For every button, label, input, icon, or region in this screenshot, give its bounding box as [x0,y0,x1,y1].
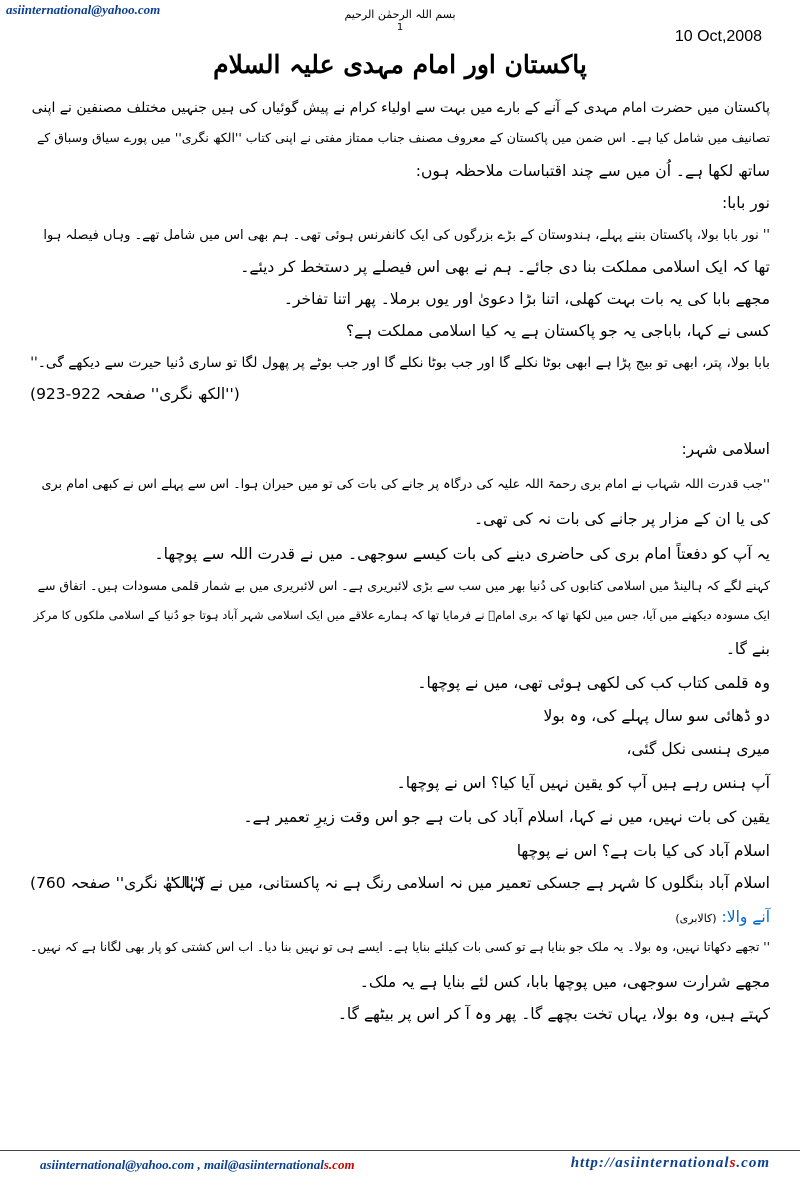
section-line: کہتے ہیں، وہ بولا، یہاں تخت بچھے گا۔ پھر وہ آ کر اس پر بیٹھے گا۔ [337,1005,770,1023]
section-line: کی یا ان کے مزار پر جانے کی بات نہ کی تھی۔ [474,510,770,528]
section-line: تھا کہ ایک اسلامی مملکت بنا دی جائے۔ ہم نے بھی اس فیصلے پر دستخط کر دیئے۔ [240,258,770,276]
section-heading-islamic-city: اسلامی شہر: [681,440,770,458]
section-line: ایک مسودہ دیکھنے میں آیا، جس میں لکھا تھا کہ بری امامؒ نے فرمایا تھا کہ ہمارے علاقے میں ایک اسلامی شہر آباد ہوتا جو دُنیا کے اسلامی ملکوں کا مرکز [33,608,770,622]
section-line: ''جب قدرت اللہ شہاب نے امام بری رحمۃ اللہ علیہ کی درگاہ پر جانے کی بات کی تو میں حیران ہوا۔ اس سے پہلے اس نے کبھی امام بری [41,477,770,492]
section-line: یقین کی بات نہیں، میں نے کہا، اسلام آباد کی بات ہے جو اس وقت زیرِ تعمیر ہے۔ [243,808,770,826]
page-title: پاکستان اور امام مہدی علیہ السلام [213,50,587,79]
footer-url-text: s [729,1155,737,1171]
footer-email-text: l [320,1157,324,1172]
section-line: مجھے بابا کی یہ بات بہت کھلی، اتنا بڑا دعویٰ اور یوں برملا۔ پھر اتنا تفاخر۔ [283,290,770,308]
section-heading-note: (کالابری) [675,912,717,925]
section-line: بنے گا۔ [725,640,770,658]
section-line: وہ قلمی کتاب کب کی لکھی ہوئی تھی، میں نے پوچھا۔ [417,674,770,692]
section-heading-the-one-to-come [675,908,770,926]
section-heading-noor-baba: نور بابا: [721,194,770,212]
section-line: یہ آپ کو دفعتاً امام بری کی حاضری دینے کی بات کیسے سوجھی۔ میں نے قدرت اللہ سے پوچھا۔ [154,545,770,563]
citation: (''الکھ نگری'' صفحہ 760) [30,874,205,892]
footer-email-text: s.com [323,1157,355,1172]
section-line: دو ڈھائی سو سال پہلے کی، وہ بولا [543,707,770,725]
intro-line: ساتھ لکھا ہے۔ اُن میں سے چند اقتباسات ملاحظہ ہوں: [415,162,770,180]
footer-website-link[interactable] [571,1155,770,1172]
section-line: میری ہنسی نکل گئی، [626,740,770,758]
section-heading-label: آنے والا: [721,908,770,926]
bismillah: بسم اللہ الرحمٰن الرحیم [344,8,456,21]
header-email: asiinternational@yahoo.com [6,2,161,17]
footer-url-text: http://asiinternationa [570,1155,725,1171]
section-line: آپ ہنس رہے ہیں آپ کو یقین نہیں آیا کیا؟ اس نے پوچھا۔ [396,774,770,792]
section-line: بابا بولا، پتر، ابھی تو بیج پڑا ہے ابھی بوٹا نکلے گا اور جب بوٹا نکلے گا اور جب بوٹے پر پھول لگا تو ساری دُنیا حیرت سے دیکھے گی۔'' [30,355,770,371]
footer-url-text: .com [736,1155,770,1171]
footer-email-text: asiinternational@yahoo.com , mail@asiinternationa [40,1157,321,1172]
section-line: اسلام آباد کی کیا بات ہے؟ اس نے پوچھا [516,842,770,860]
document-date: 10 Oct,2008 [674,28,762,45]
citation: (''الکھ نگری'' صفحہ 922-923) [30,385,240,403]
section-line: کسی نے کہا، باباجی یہ جو پاکستان ہے یہ کیا اسلامی مملکت ہے؟ [345,322,770,340]
section-line: '' تجھے دکھاتا نہیں، وہ بولا۔ یہ ملک جو بنایا ہے تو کسی بات کیلئے بنایا ہے۔ ایسے ہی تو نہیں بنا دیا۔ اب اس کشتی کو پار بھی لگانا ہے کہ نہیں۔ [30,940,770,954]
section-line: '' نور بابا بولا، پاکستان بننے پہلے، ہندوستان کے بڑے بزرگوں کی ایک کانفرنس ہوئی تھی۔ ہم بھی اس میں شامل تھے۔ وہاں فیصلہ ہوا [43,228,770,243]
intro-line: تصانیف میں شامل کیا ہے۔ اس ضمن میں پاکستان کے معروف مصنف جناب ممتاز مفتی نے اپنی کتاب ''الکھ نگری'' میں پورے سیاق وسباق کے [36,130,770,145]
footer-divider [0,1150,800,1151]
footer-emails[interactable] [40,1157,355,1173]
page-number: 1 [396,22,404,33]
intro-line: پاکستان میں حضرت امام مہدی کے آنے کے بارے میں بہت سے اولیاء کرام نے پیش گوئیاں کی ہیں جنہیں مختلف مصنفین نے اپنی [31,100,770,116]
footer-url-text: l [724,1155,730,1171]
section-line: اسلام آباد بنگلوں کا شہر ہے جسکی تعمیر میں نہ اسلامی رنگ ہے نہ پاکستانی، میں نے کہا۔'' [166,874,770,892]
section-line: کہنے لگے کہ ہالینڈ میں اسلامی کتابوں کی دُنیا بھر میں سب سے بڑی لائبریری ہے۔ اس لائبریری میں بے شمار قلمی مسودات ہیں۔ اتفاق سے [37,578,770,593]
section-line: مجھے شرارت سوجھی، میں پوچھا بابا، کس لئے بنایا ہے یہ ملک۔ [359,973,770,991]
